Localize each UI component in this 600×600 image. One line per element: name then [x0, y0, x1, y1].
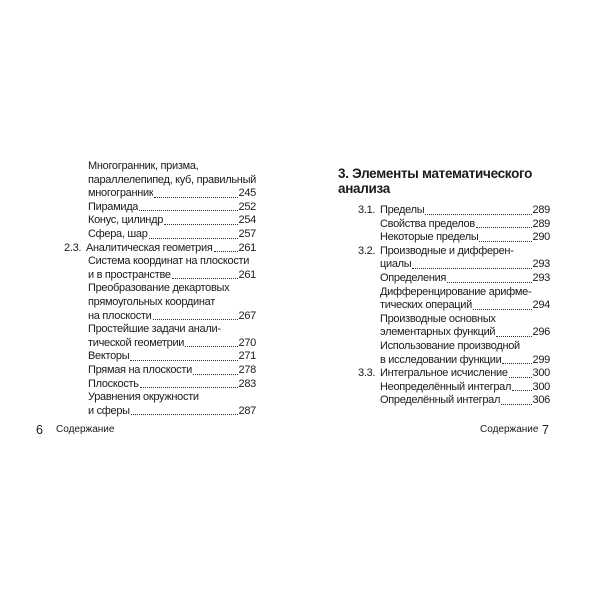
dot-leader	[473, 309, 532, 310]
chapter-title	[338, 166, 550, 196]
toc-page-number: 278	[238, 363, 256, 376]
toc-entry-title: Плоскость	[88, 377, 139, 390]
dot-leader	[425, 214, 531, 215]
toc-page-number: 257	[238, 227, 256, 240]
toc-entry-title: и сферы	[88, 404, 130, 417]
right-toc	[338, 166, 550, 408]
dot-leader	[509, 377, 532, 378]
toc-entry	[64, 214, 256, 228]
toc-entry-title: тической геометрии	[88, 336, 185, 349]
dot-leader	[193, 374, 238, 375]
toc-entry-line: Использование производной	[380, 339, 520, 352]
toc-entry-line: Многогранник, призма,	[88, 160, 199, 172]
dot-leader	[185, 346, 237, 347]
toc-page-number: 254	[238, 214, 256, 227]
toc-entry	[338, 286, 550, 313]
toc-entry-title: многогранник	[88, 187, 154, 200]
toc-entry	[338, 394, 550, 408]
toc-entry-title: Прямая на плоскости	[88, 363, 192, 376]
toc-page-number: 261	[238, 268, 256, 281]
toc-entry-title: элементарных функций	[380, 326, 496, 339]
toc-section-number: 3.1.	[358, 204, 376, 216]
toc-entry-title: Определённый интеграл	[380, 394, 501, 407]
dot-leader	[140, 387, 238, 388]
toc-entry	[338, 272, 550, 286]
toc-entry-line: Дифференцирование арифме-	[380, 285, 532, 298]
toc-entry	[338, 313, 550, 340]
toc-entry-line: Простейшие задачи анали-	[88, 323, 221, 336]
toc-section-entry	[338, 204, 550, 218]
toc-entry	[64, 160, 256, 201]
toc-page-number: 290	[532, 231, 550, 244]
toc-entry-title: Сфера, шар	[88, 227, 148, 240]
toc-entry	[64, 364, 256, 378]
dot-leader	[153, 319, 238, 320]
toc-entry	[64, 201, 256, 215]
toc-section-number: 3.2.	[358, 244, 376, 257]
toc-page-number: 289	[532, 204, 550, 216]
dot-leader	[501, 404, 531, 405]
toc-entry	[338, 231, 550, 245]
toc-entry-line: прямоугольных координат	[88, 295, 215, 308]
toc-entry-line: Уравнения окружности	[88, 391, 199, 404]
running-title: Содержание	[480, 424, 539, 435]
toc-page-number: 300	[532, 367, 550, 380]
toc-entry-title: на плоскости	[88, 309, 152, 322]
dot-leader	[412, 268, 531, 269]
dot-leader	[502, 363, 531, 364]
toc-entry-title: Пирамида	[88, 200, 139, 213]
page-number: 6	[36, 423, 43, 437]
toc-page-number: 270	[238, 336, 256, 349]
toc-page-number: 299	[532, 353, 550, 366]
dot-leader	[496, 336, 531, 337]
chapter-title-line: анализа	[338, 181, 390, 196]
toc-page-number: 293	[532, 258, 550, 271]
toc-entry-line: параллелепипед, куб, правильный	[88, 173, 257, 186]
toc-entry-title: Интегральное исчисление	[380, 367, 508, 380]
toc-entry	[64, 228, 256, 242]
toc-entry-title: Некоторые пределы	[380, 231, 479, 244]
dot-leader	[512, 390, 531, 391]
toc-entry-line: Производные и дифферен-	[380, 244, 514, 257]
toc-page-number: 261	[238, 241, 256, 254]
toc-entry	[64, 391, 256, 418]
dot-leader	[130, 360, 237, 361]
toc-section-number: 2.3.	[64, 241, 82, 254]
toc-entry-title: Векторы	[88, 350, 130, 363]
toc-page-number: 289	[532, 217, 550, 230]
toc-entry-line: Производные основных	[380, 312, 496, 325]
toc-page-number: 252	[238, 200, 256, 213]
dot-leader	[172, 278, 238, 279]
left-toc	[64, 160, 256, 418]
dot-leader	[479, 241, 531, 242]
toc-entry-title: в исследовании функции	[380, 353, 502, 366]
toc-section-entry	[338, 367, 550, 381]
dot-leader	[164, 224, 238, 225]
toc-entry-title: Пределы	[380, 204, 425, 216]
toc-section-entry	[338, 245, 550, 272]
toc-entry	[338, 340, 550, 367]
toc-entry-title: Конус, цилиндр	[88, 214, 164, 227]
toc-page-number: 245	[238, 187, 256, 200]
toc-page-number: 287	[238, 404, 256, 417]
toc-page-number: 293	[532, 271, 550, 284]
toc-section-entry	[64, 242, 256, 256]
toc-entry-title: Неопределённый интеграл	[380, 380, 512, 393]
toc-entry	[64, 378, 256, 392]
toc-entry-title: тических операций	[380, 299, 472, 312]
toc-entry-line: Преобразование декартовых	[88, 282, 230, 295]
dot-leader	[154, 197, 237, 198]
toc-entry-title: циалы	[380, 258, 412, 271]
toc-page-number: 306	[532, 394, 550, 407]
dot-leader	[131, 414, 238, 415]
toc-entry-line: Система координат на плоскости	[88, 255, 250, 268]
dot-leader	[447, 282, 531, 283]
toc-entry-title: Определения	[380, 271, 447, 284]
toc-page-number: 267	[238, 309, 256, 322]
toc-page-number: 271	[238, 350, 256, 363]
toc-page-number: 294	[532, 299, 550, 312]
toc-page-number: 300	[532, 380, 550, 393]
dot-leader	[214, 251, 238, 252]
toc-page-number: 283	[238, 377, 256, 390]
toc-entry	[338, 381, 550, 395]
toc-entry	[64, 350, 256, 364]
chapter-title-line: 3. Элементы математического	[338, 166, 533, 181]
toc-entry-title: Аналитическая геометрия	[86, 241, 213, 254]
dot-leader	[139, 210, 237, 211]
toc-entry-title: и в пространстве	[88, 268, 171, 281]
dot-leader	[149, 238, 238, 239]
toc-entry	[64, 323, 256, 350]
toc-page-number: 296	[532, 326, 550, 339]
toc-entry	[338, 218, 550, 232]
right-page	[300, 0, 600, 600]
dot-leader	[476, 227, 532, 228]
toc-entry-title: Свойства пределов	[380, 217, 475, 230]
page-number: 7	[542, 423, 549, 437]
running-title: Содержание	[56, 424, 115, 435]
toc-entry	[64, 255, 256, 282]
toc-entry	[64, 282, 256, 323]
toc-section-number: 3.3.	[358, 367, 376, 380]
